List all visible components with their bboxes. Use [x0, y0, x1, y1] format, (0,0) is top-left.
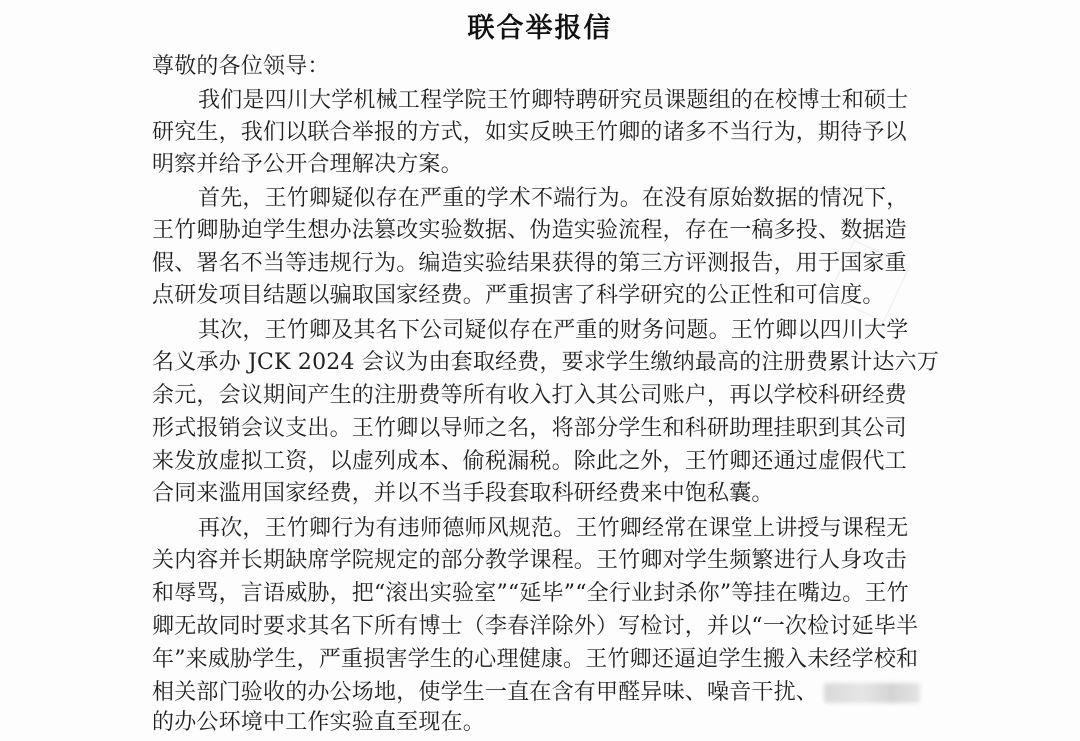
text-line: 名义承办 JCK 2024 会议为由套取经费，要求学生缴纳最高的注册费累计达六万 [152, 350, 940, 375]
redacted-blur [824, 683, 920, 703]
text-line: 来发放虚拟工资，以虚列成本、偷税漏税。除此之外，王竹卿还通过虚假代工 [152, 449, 907, 474]
text-line: 点研发项目结题以骗取国家经费。严重损害了科学研究的公正性和可信度。 [152, 283, 885, 308]
text-line: 王竹卿胁迫学生想办法篡改实验数据、伪造实验流程，存在一稿多投、数据造 [152, 218, 907, 243]
text-line: 首先，王竹卿疑似存在严重的学术不端行为。在没有原始数据的情况下， [198, 186, 909, 211]
text-line: 卿无故同时要求其名下所有博士（李春洋除外）写检讨，并以“一次检讨延毕半 [152, 614, 919, 639]
text-line: 合同来滥用国家经费，并以不当手段套取科研经费来中饱私囊。 [152, 481, 774, 506]
salutation: 尊敬的各位领导： [152, 54, 330, 79]
text-line: 的办公环境中工作实验直至现在。 [152, 710, 486, 735]
text-line: 假、署名不当等违规行为。编造实验结果获得的第三方评测报告，用于国家重 [152, 251, 907, 276]
text-line: 年”来威胁学生，严重损害学生的心理健康。王竹卿还逼迫学生搬入未经学校和 [152, 647, 919, 672]
text-line-content: 相关部门验收的办公场地，使学生一直在含有甲醛异味、噪音干扰、 [152, 680, 819, 705]
text-line: 研究生，我们以联合举报的方式，如实反映王竹卿的诸多不当行为，期待予以 [152, 120, 907, 145]
document-title: 联合举报信 [467, 13, 613, 44]
text-line: 和辱骂，言语威胁，把“滚出实验室”“延毕”“全行业封杀你”等挂在嘴边。王竹 [152, 581, 909, 606]
text-line: 关内容并长期缺席学院规定的部分教学课程。王竹卿对学生频繁进行人身攻击 [152, 548, 907, 573]
text-line: 我们是四川大学机械工程学院王竹卿特聘研究员课题组的在校博士和硕士 [198, 88, 909, 113]
text-line: 其次，王竹卿及其名下公司疑似存在严重的财务问题。王竹卿以四川大学 [198, 318, 909, 343]
text-line: 余元，会议期间产生的注册费等所有收入打入其公司账户，再以学校科研经费 [152, 383, 907, 408]
text-line: 明察并给予公开合理解决方案。 [152, 152, 463, 177]
text-line [152, 678, 920, 708]
text-line: 形式报销会议支出。王竹卿以导师之名，将部分学生和科研助理挂职到其公司 [152, 416, 907, 441]
text-line: 再次，王竹卿行为有违师德师风规范。王竹卿经常在课堂上讲授与课程无 [198, 516, 909, 541]
